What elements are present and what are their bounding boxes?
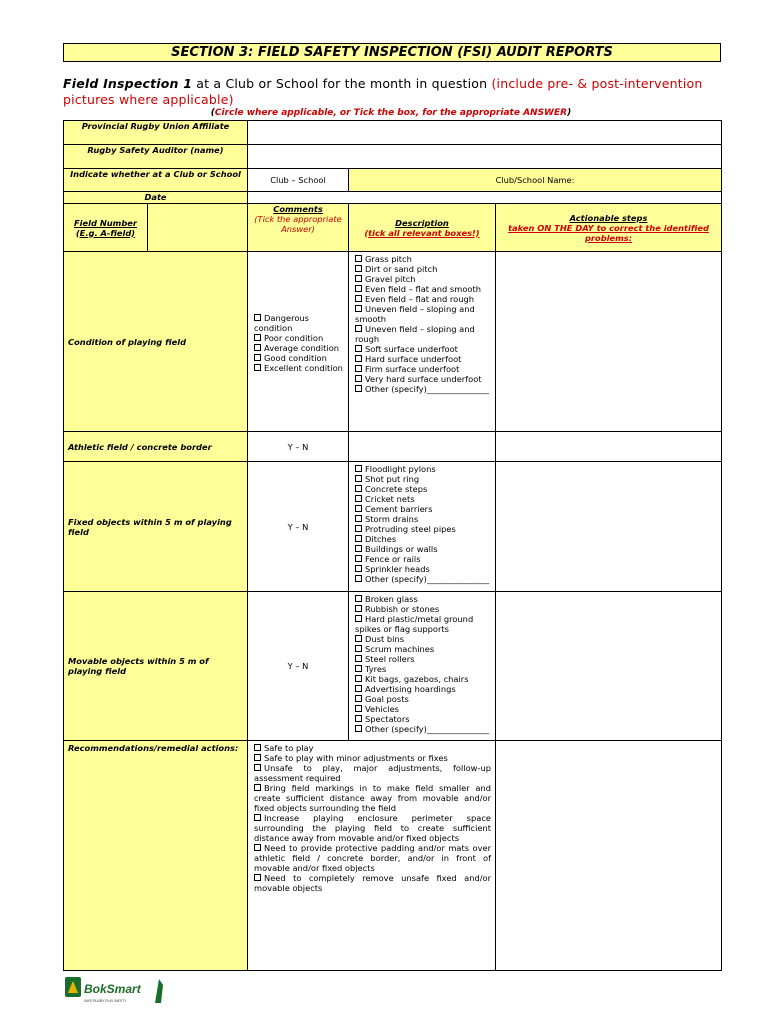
athletic-yn[interactable]: Y – N bbox=[248, 432, 349, 462]
checkbox-label: Shot put ring bbox=[365, 474, 420, 484]
checkbox-item[interactable] bbox=[254, 813, 491, 843]
checkbox-icon[interactable] bbox=[254, 764, 261, 771]
checkbox-label: Kit bags, gazebos, chairs bbox=[365, 674, 469, 684]
checkbox-icon[interactable] bbox=[355, 565, 362, 572]
fixed-actions-input[interactable] bbox=[496, 462, 722, 592]
checkbox-label: Uneven field – sloping and smooth bbox=[355, 304, 475, 324]
checkbox-label: Safe to play with minor adjustments or fixes bbox=[264, 753, 448, 763]
checkbox-item[interactable] bbox=[355, 674, 491, 684]
checkbox-icon[interactable] bbox=[355, 265, 362, 272]
checkbox-item[interactable] bbox=[355, 564, 491, 574]
checkbox-label: Dirt or sand pitch bbox=[365, 264, 438, 274]
checkbox-icon[interactable] bbox=[355, 465, 362, 472]
field-number-input[interactable] bbox=[148, 204, 248, 252]
checkbox-icon[interactable] bbox=[254, 784, 261, 791]
checkbox-item[interactable] bbox=[254, 783, 491, 813]
condition-actions-input[interactable] bbox=[496, 252, 722, 432]
checkbox-item[interactable] bbox=[355, 264, 491, 274]
checkbox-label: Advertising hoardings bbox=[365, 684, 456, 694]
checkbox-icon[interactable] bbox=[355, 615, 362, 622]
checkbox-icon[interactable] bbox=[254, 334, 261, 341]
checkbox-icon[interactable] bbox=[355, 675, 362, 682]
checkbox-label: Need to provide protective padding and/or mats over athletic field / concrete border, and/or in front of movable and/or fixed objects bbox=[254, 843, 491, 873]
comments-title: Comments bbox=[273, 204, 323, 214]
checkbox-label: Vehicles bbox=[365, 704, 399, 714]
checkbox-item[interactable] bbox=[254, 843, 491, 873]
checkbox-icon[interactable] bbox=[355, 605, 362, 612]
checkbox-icon[interactable] bbox=[355, 355, 362, 362]
checkbox-label: Floodlight pylons bbox=[365, 464, 436, 474]
checkbox-item[interactable] bbox=[355, 294, 491, 304]
checkbox-icon[interactable] bbox=[355, 375, 362, 382]
checkbox-label: Hard plastic/metal ground spikes or flag supports bbox=[355, 614, 474, 634]
checkbox-item[interactable] bbox=[355, 254, 491, 264]
checkbox-icon[interactable] bbox=[355, 635, 362, 642]
checkbox-item[interactable] bbox=[355, 514, 491, 524]
athletic-actions-input[interactable] bbox=[496, 432, 722, 462]
checkbox-label: Uneven field – sloping and rough bbox=[355, 324, 475, 344]
checkbox-label: Cricket nets bbox=[365, 494, 415, 504]
checkbox-label: Soft surface underfoot bbox=[365, 344, 458, 354]
club-school-label: Indicate whether at a Club or School bbox=[64, 169, 248, 192]
checkbox-item[interactable] bbox=[355, 464, 491, 474]
checkbox-icon[interactable] bbox=[355, 515, 362, 522]
checkbox-item[interactable] bbox=[254, 763, 491, 783]
instruction-close: ) bbox=[567, 108, 572, 118]
checkbox-item[interactable] bbox=[355, 324, 491, 344]
athletic-label: Athletic field / concrete border bbox=[64, 432, 248, 462]
description-subtitle: (tick all relevant boxes!) bbox=[364, 227, 480, 238]
checkbox-icon[interactable] bbox=[254, 874, 261, 881]
checkbox-label: Safe to play bbox=[264, 743, 314, 753]
field-number-header bbox=[64, 204, 148, 252]
checkbox-label: Unsafe to play, major adjustments, follow-up assessment required bbox=[254, 763, 491, 783]
checkbox-item[interactable] bbox=[355, 304, 491, 324]
checkbox-item[interactable] bbox=[355, 704, 491, 714]
auditor-label: Rugby Safety Auditor (name) bbox=[64, 145, 248, 169]
checkbox-label: Spectators bbox=[365, 714, 410, 724]
checkbox-label: Gravel pitch bbox=[365, 274, 416, 284]
checkbox-item[interactable] bbox=[355, 534, 491, 544]
movable-yn[interactable]: Y – N bbox=[248, 592, 349, 741]
date-input[interactable] bbox=[248, 192, 722, 204]
logo-tagline: SAFE RUGBY PLAY SAFETY bbox=[84, 999, 127, 1003]
checkbox-item[interactable] bbox=[355, 384, 491, 394]
instruction-text: Circle where applicable, or Tick the box, for the appropriate ANSWER bbox=[214, 108, 568, 118]
checkbox-item[interactable] bbox=[355, 504, 491, 514]
checkbox-label: Firm surface underfoot bbox=[365, 364, 460, 374]
checkbox-icon[interactable] bbox=[355, 365, 362, 372]
checkbox-label: Good condition bbox=[264, 352, 327, 363]
auditor-input[interactable] bbox=[248, 145, 722, 169]
actionable-subtitle: taken ON THE DAY to correct the identified problems: bbox=[508, 222, 709, 243]
movable-actions-input[interactable] bbox=[496, 592, 722, 741]
checkbox-item[interactable] bbox=[355, 274, 491, 284]
comments-subtitle: (Tick the appropriate Answer) bbox=[254, 214, 342, 234]
checkbox-icon[interactable] bbox=[355, 345, 362, 352]
checkbox-icon[interactable] bbox=[254, 354, 261, 361]
fixed-description bbox=[349, 462, 496, 592]
actionable-title: Actionable steps bbox=[569, 212, 648, 223]
club-school-name-label[interactable]: Club/School Name: bbox=[349, 169, 722, 192]
checkbox-item[interactable] bbox=[355, 684, 491, 694]
checkbox-item[interactable] bbox=[355, 374, 491, 384]
checkbox-icon[interactable] bbox=[355, 305, 362, 312]
checkbox-label: Other (specify)_______________ bbox=[365, 724, 490, 734]
affiliate-label: Provincial Rugby Union Affiliate bbox=[64, 121, 248, 145]
checkbox-label: Storm drains bbox=[365, 514, 419, 524]
checkbox-item[interactable] bbox=[254, 313, 344, 333]
checkbox-icon[interactable] bbox=[355, 715, 362, 722]
checkbox-item[interactable] bbox=[355, 614, 491, 634]
movable-description bbox=[349, 592, 496, 741]
checkbox-icon[interactable] bbox=[355, 665, 362, 672]
checkbox-label: Fence or rails bbox=[365, 554, 421, 564]
checkbox-icon[interactable] bbox=[254, 344, 261, 351]
checkbox-label: Very hard surface underfoot bbox=[365, 374, 482, 384]
checkbox-icon[interactable] bbox=[355, 295, 362, 302]
checkbox-item[interactable] bbox=[355, 654, 491, 664]
checkbox-icon[interactable] bbox=[355, 575, 362, 582]
checkbox-item[interactable] bbox=[355, 344, 491, 354]
boksmart-logo bbox=[65, 975, 170, 1005]
checkbox-item[interactable] bbox=[355, 634, 491, 644]
intro-bold: Field Inspection 1 bbox=[63, 76, 193, 91]
checkbox-icon[interactable] bbox=[254, 814, 261, 821]
comments-header bbox=[248, 204, 349, 252]
checkbox-item[interactable] bbox=[254, 343, 344, 353]
field-number-label: Field Number (E.g. A-field) bbox=[74, 217, 137, 238]
checkbox-icon[interactable] bbox=[355, 275, 362, 282]
section-title: SECTION 3: FIELD SAFETY INSPECTION (FSI) AUDIT REPORTS bbox=[63, 43, 721, 62]
checkbox-icon[interactable] bbox=[355, 545, 362, 552]
checkbox-icon[interactable] bbox=[355, 685, 362, 692]
movable-objects-label: Movable objects within 5 m of playing field bbox=[64, 592, 248, 741]
checkbox-label: Sprinkler heads bbox=[365, 564, 430, 574]
checkbox-item[interactable] bbox=[355, 604, 491, 614]
checkbox-label: Scrum machines bbox=[365, 644, 435, 654]
checkbox-item[interactable] bbox=[355, 554, 491, 564]
checkbox-item[interactable] bbox=[254, 363, 344, 373]
checkbox-item[interactable] bbox=[254, 873, 491, 893]
checkbox-label: Even field – flat and smooth bbox=[365, 284, 481, 294]
recommendations-list bbox=[248, 741, 496, 971]
checkbox-item[interactable] bbox=[355, 694, 491, 704]
checkbox-label: Dangerous condition bbox=[254, 312, 309, 333]
checkbox-item[interactable] bbox=[355, 484, 491, 494]
checkbox-label: Rubbish or stones bbox=[365, 604, 440, 614]
checkbox-icon[interactable] bbox=[254, 314, 261, 321]
checkbox-icon[interactable] bbox=[355, 695, 362, 702]
checkbox-icon[interactable] bbox=[355, 525, 362, 532]
checkbox-item[interactable] bbox=[355, 494, 491, 504]
instruction-open: ( bbox=[210, 108, 215, 118]
date-label: Date bbox=[64, 192, 248, 204]
checkbox-icon[interactable] bbox=[254, 844, 261, 851]
description-title: Description bbox=[395, 217, 449, 228]
actionable-header bbox=[496, 204, 722, 252]
checkbox-item[interactable] bbox=[355, 724, 491, 734]
club-school-option[interactable]: Club – School bbox=[248, 169, 349, 192]
checkbox-icon[interactable] bbox=[355, 475, 362, 482]
checkbox-label: Bring field markings in to make field smaller and create sufficient distance away from movable and/or fixed objects surrounding the field bbox=[254, 783, 491, 813]
checkbox-icon[interactable] bbox=[355, 495, 362, 502]
checkbox-label: Grass pitch bbox=[365, 254, 412, 264]
checkbox-label: Goal posts bbox=[365, 694, 409, 704]
checkbox-label: Hard surface underfoot bbox=[365, 354, 462, 364]
checkbox-label: Concrete steps bbox=[365, 484, 428, 494]
checkbox-icon[interactable] bbox=[254, 364, 261, 371]
intro-normal: at a Club or School for the month in question bbox=[192, 76, 492, 91]
checkbox-icon[interactable] bbox=[355, 705, 362, 712]
checkbox-item[interactable] bbox=[355, 524, 491, 534]
recommendations-label: Recommendations/remedial actions: bbox=[64, 741, 248, 971]
logo-text: BokSmart bbox=[84, 982, 141, 996]
checkbox-label: Protruding steel pipes bbox=[365, 524, 456, 534]
checkbox-label: Cement barriers bbox=[365, 504, 433, 514]
checkbox-item[interactable] bbox=[355, 364, 491, 374]
checkbox-icon[interactable] bbox=[355, 645, 362, 652]
checkbox-label: Tyres bbox=[365, 664, 387, 674]
checkbox-icon[interactable] bbox=[355, 325, 362, 332]
intro-text bbox=[63, 76, 723, 108]
checkbox-label: Steel rollers bbox=[365, 654, 415, 664]
runner-icon bbox=[155, 979, 163, 1003]
checkbox-icon[interactable] bbox=[355, 535, 362, 542]
checkbox-icon[interactable] bbox=[355, 555, 362, 562]
checkbox-icon[interactable] bbox=[355, 725, 362, 732]
checkbox-item[interactable] bbox=[355, 574, 491, 584]
checkbox-item[interactable] bbox=[355, 354, 491, 364]
checkbox-icon[interactable] bbox=[355, 255, 362, 262]
checkbox-label: Increase playing enclosure perimeter space surrounding the playing field to create sufficient distance away from movable and/or fixed objects bbox=[254, 813, 491, 843]
fixed-yn[interactable]: Y – N bbox=[248, 462, 349, 592]
checkbox-item[interactable] bbox=[355, 284, 491, 294]
checkbox-icon[interactable] bbox=[355, 595, 362, 602]
checkbox-label: Other (specify)_______________ bbox=[365, 574, 490, 584]
checkbox-item[interactable] bbox=[355, 644, 491, 654]
checkbox-label: Even field – flat and rough bbox=[365, 294, 475, 304]
checkbox-label: Other (specify)_______________ bbox=[365, 384, 490, 394]
checkbox-label: Poor condition bbox=[264, 332, 324, 343]
checkbox-label: Need to completely remove unsafe fixed and/or movable objects bbox=[254, 873, 491, 893]
checkbox-item[interactable] bbox=[254, 333, 344, 343]
checkbox-label: Buildings or walls bbox=[365, 544, 438, 554]
checkbox-item[interactable] bbox=[355, 664, 491, 674]
checkbox-item[interactable] bbox=[355, 714, 491, 724]
checkbox-label: Ditches bbox=[365, 534, 397, 544]
checkbox-label: Broken glass bbox=[365, 594, 418, 604]
checkbox-icon[interactable] bbox=[355, 285, 362, 292]
intro-red: (include pre- & post-intervention pictures where applicable) bbox=[63, 76, 703, 107]
checkbox-item[interactable] bbox=[355, 474, 491, 484]
checkbox-label: Average condition bbox=[264, 342, 340, 353]
condition-comments bbox=[248, 252, 349, 432]
inspection-form bbox=[63, 120, 722, 971]
checkbox-icon[interactable] bbox=[355, 505, 362, 512]
checkbox-item[interactable] bbox=[254, 353, 344, 363]
affiliate-input[interactable] bbox=[248, 121, 722, 145]
fixed-objects-label: Fixed objects within 5 m of playing field bbox=[64, 462, 248, 592]
checkbox-icon[interactable] bbox=[254, 754, 261, 761]
condition-label: Condition of playing field bbox=[64, 252, 248, 432]
checkbox-item[interactable] bbox=[355, 544, 491, 554]
checkbox-icon[interactable] bbox=[355, 655, 362, 662]
description-header bbox=[349, 204, 496, 252]
checkbox-icon[interactable] bbox=[355, 485, 362, 492]
recommendations-notes-input[interactable] bbox=[496, 741, 722, 971]
checkbox-item[interactable] bbox=[254, 743, 491, 753]
checkbox-item[interactable] bbox=[355, 594, 491, 604]
instruction-line bbox=[63, 108, 719, 118]
checkbox-icon[interactable] bbox=[355, 385, 362, 392]
checkbox-label: Dust bins bbox=[365, 634, 405, 644]
checkbox-icon[interactable] bbox=[254, 744, 261, 751]
condition-description bbox=[349, 252, 496, 432]
checkbox-label: Excellent condition bbox=[264, 362, 343, 373]
athletic-description-input[interactable] bbox=[349, 432, 496, 462]
checkbox-item[interactable] bbox=[254, 753, 491, 763]
